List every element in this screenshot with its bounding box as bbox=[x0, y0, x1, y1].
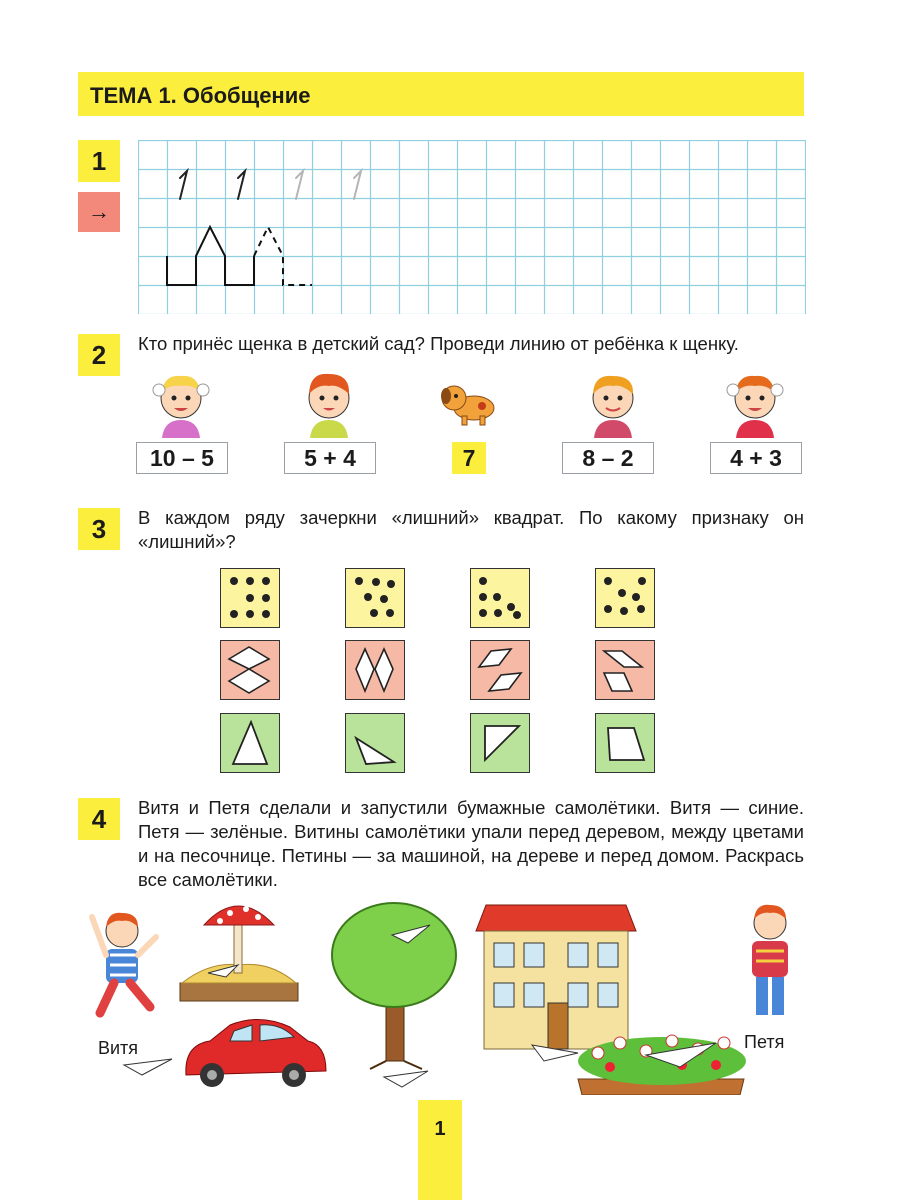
expression-box[interactable]: 5 + 4 bbox=[284, 442, 376, 474]
scene-illustration bbox=[80, 895, 820, 1095]
dot-square[interactable] bbox=[470, 568, 530, 628]
vitya-illustration bbox=[92, 913, 156, 1013]
puppy-illustration bbox=[436, 380, 502, 426]
triangle-square[interactable] bbox=[220, 713, 280, 773]
rhombus-square[interactable] bbox=[470, 640, 530, 700]
page-number: 1 bbox=[434, 1118, 446, 1140]
expression-box[interactable]: 4 + 3 bbox=[710, 442, 802, 474]
task-3-text: В каждом ряду зачеркни «лишний» квадрат. По какому признаку он «лишний»? bbox=[138, 507, 804, 552]
car-illustration bbox=[186, 1019, 326, 1087]
triangle-square[interactable] bbox=[470, 713, 530, 773]
dot-square[interactable] bbox=[595, 568, 655, 628]
task-2-text: Кто принёс щенка в детский сад? Проведи линию от ребёнка к щенку. bbox=[138, 333, 739, 354]
quadrilateral-square[interactable] bbox=[595, 713, 655, 773]
boy-illustration bbox=[298, 366, 360, 438]
arrow-right-icon: → bbox=[88, 199, 110, 224]
task-4-number: 4 bbox=[78, 798, 120, 840]
dot-square[interactable] bbox=[220, 568, 280, 628]
writing-grid[interactable] bbox=[138, 140, 806, 314]
house-illustration bbox=[476, 905, 636, 1049]
dot-square[interactable] bbox=[345, 568, 405, 628]
task-3-number: 3 bbox=[78, 508, 120, 550]
topic-title: ТЕМА 1. Обобщение bbox=[90, 83, 311, 108]
triangle-square[interactable] bbox=[345, 713, 405, 773]
puppy-number-box[interactable]: 7 bbox=[452, 442, 486, 474]
sandbox-illustration bbox=[180, 906, 298, 1001]
petya-illustration bbox=[752, 905, 788, 1015]
girl-2-illustration bbox=[724, 368, 786, 438]
flowerbed-illustration bbox=[578, 1035, 746, 1095]
girl-illustration bbox=[150, 368, 212, 438]
paper-plane-illustration bbox=[124, 1059, 172, 1075]
expression-box[interactable]: 8 – 2 bbox=[562, 442, 654, 474]
arrow-badge bbox=[78, 192, 120, 232]
boy-2-illustration bbox=[582, 368, 644, 438]
task-4-text: Витя и Петя сделали и запустили бумажные самолётики. Витя — синие. Петя — зелёные. Витины самолётики упали перед деревом, между цветами и на песочнице. Петины — за машиной, на дереве и перед домом. Раскрась все самолётики. bbox=[138, 797, 804, 890]
digit-one-traces bbox=[180, 171, 361, 199]
page-number-tab bbox=[418, 1100, 462, 1200]
petya-name-label: Петя bbox=[744, 1032, 785, 1052]
tree-illustration bbox=[332, 903, 456, 1069]
vitya-name-label: Витя bbox=[98, 1038, 139, 1058]
rhombus-square[interactable] bbox=[220, 640, 280, 700]
task-2-number: 2 bbox=[78, 334, 120, 376]
rhombus-square[interactable] bbox=[345, 640, 405, 700]
paper-plane-illustration bbox=[384, 1071, 428, 1087]
rhombus-square[interactable] bbox=[595, 640, 655, 700]
task-1-number: 1 bbox=[78, 140, 120, 182]
expression-box[interactable]: 10 – 5 bbox=[136, 442, 228, 474]
